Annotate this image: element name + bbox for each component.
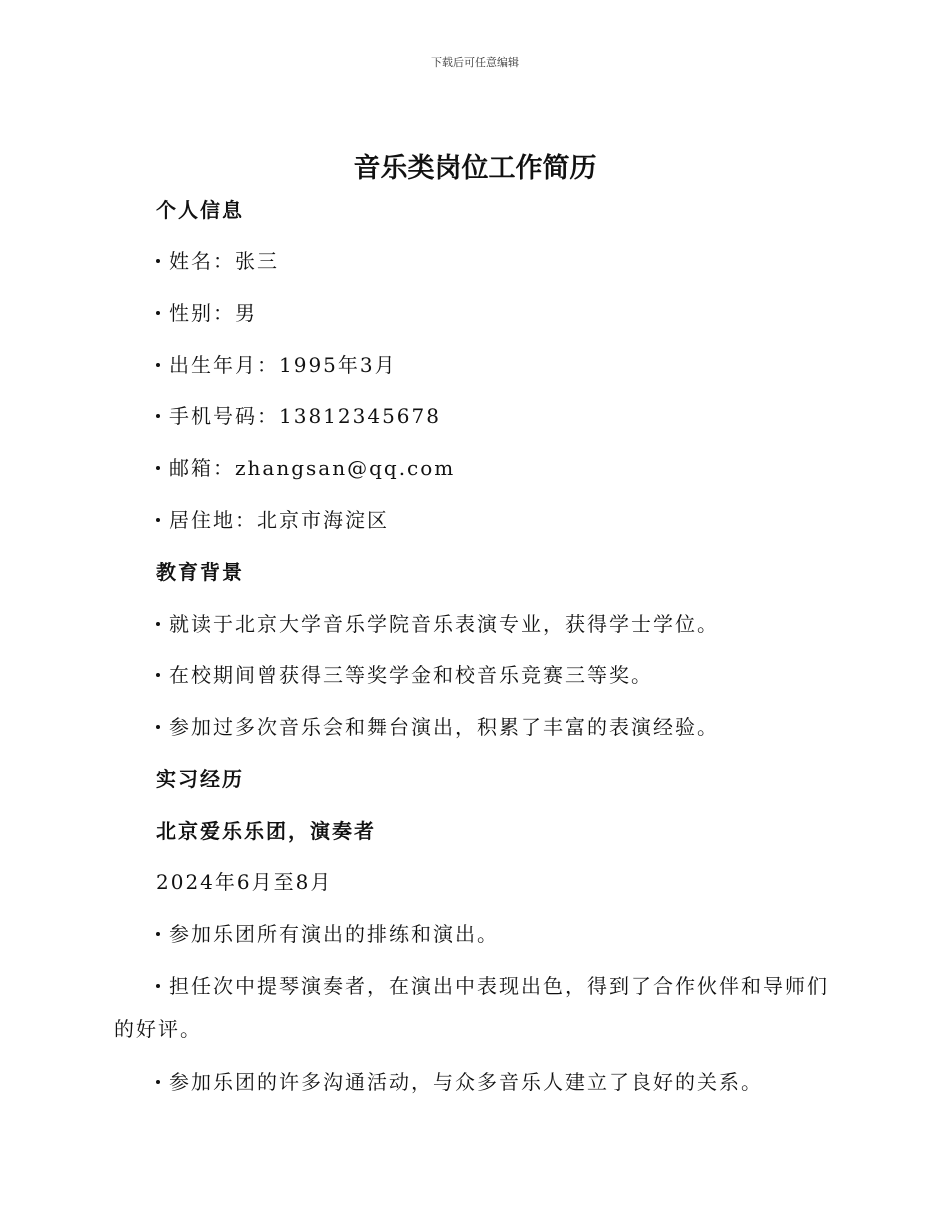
internship-item: 参加乐团的许多沟通活动，与众多音乐人建立了良好的关系。 xyxy=(156,1066,763,1095)
personal-item-name: 姓名：张三 xyxy=(156,245,279,274)
bullet-dot-icon xyxy=(156,414,160,418)
header-note: 下载后可任意编辑 xyxy=(431,56,519,69)
education-item: 在校期间曾获得三等奖学金和校音乐竞赛三等奖。 xyxy=(156,659,653,688)
personal-item-phone: 手机号码：13812345678 xyxy=(156,400,441,429)
bullet-dot-icon xyxy=(156,932,160,936)
bullet-dot-icon xyxy=(156,984,160,988)
section-heading-education: 教育背景 xyxy=(156,560,244,584)
internship-item-continuation: 的好评。 xyxy=(114,1017,202,1041)
internship-item: 担任次中提琴演奏者，在演出中表现出色，得到了合作伙伴和导师们 xyxy=(156,970,829,999)
personal-item-gender: 性别：男 xyxy=(156,297,257,326)
internship-organization: 北京爱乐乐团，演奏者 xyxy=(156,819,376,843)
bullet-dot-icon xyxy=(156,466,160,470)
bullet-dot-icon xyxy=(156,311,160,315)
personal-item-birth: 出生年月：1995年3月 xyxy=(156,349,397,378)
document-title: 音乐类岗位工作简历 xyxy=(353,153,597,184)
section-heading-personal: 个人信息 xyxy=(156,198,244,222)
internship-period: 2024年6月至8月 xyxy=(156,870,333,894)
bullet-dot-icon xyxy=(156,622,160,626)
education-item: 就读于北京大学音乐学院音乐表演专业，获得学士学位。 xyxy=(156,608,719,637)
bullet-dot-icon xyxy=(156,673,160,677)
section-heading-internship: 实习经历 xyxy=(156,767,244,791)
personal-item-email: 邮箱：zhangsan@qq.com xyxy=(156,452,455,481)
bullet-dot-icon xyxy=(156,725,160,729)
education-item: 参加过多次音乐会和舞台演出，积累了丰富的表演经验。 xyxy=(156,711,719,740)
personal-item-residence: 居住地：北京市海淀区 xyxy=(156,504,389,533)
bullet-dot-icon xyxy=(156,518,160,522)
bullet-dot-icon xyxy=(156,1080,160,1084)
bullet-dot-icon xyxy=(156,363,160,367)
internship-item: 参加乐团所有演出的排练和演出。 xyxy=(156,918,499,947)
bullet-dot-icon xyxy=(156,259,160,263)
